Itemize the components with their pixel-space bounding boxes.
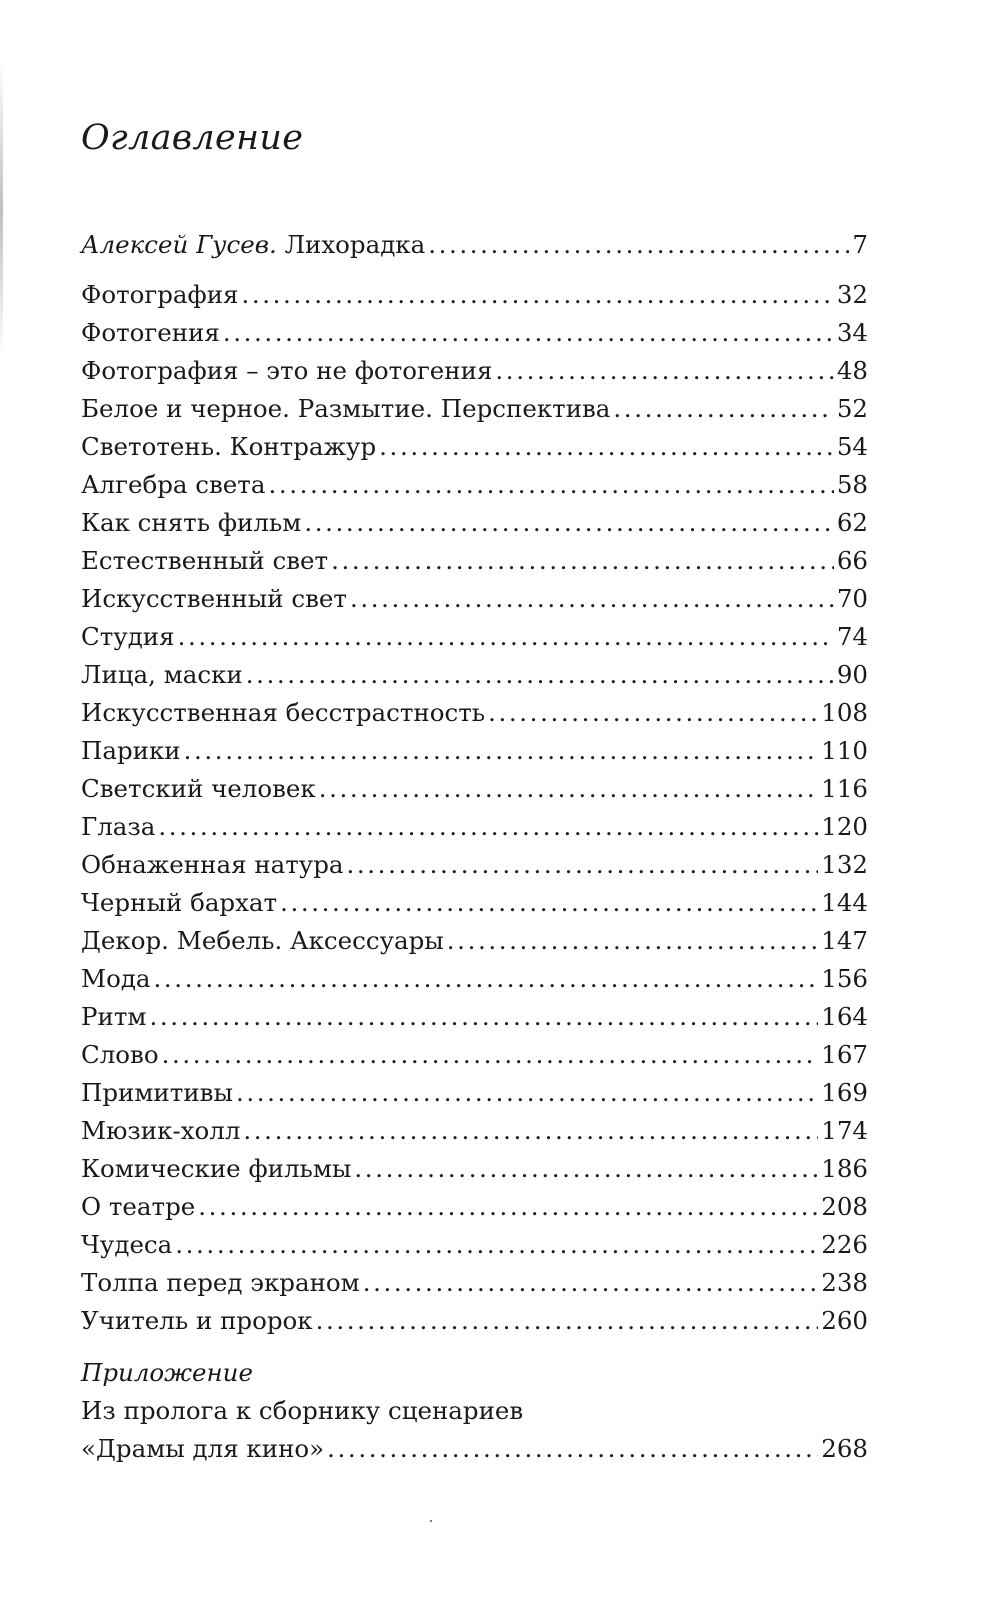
toc-entry-title: Искусственный свет: [81, 584, 347, 613]
toc-entry[interactable]: [81, 428, 868, 466]
toc-entries-list: [81, 276, 868, 1340]
toc-entry[interactable]: [81, 1112, 868, 1150]
toc-entry-page: 116: [821, 774, 868, 803]
toc-entry-page: 147: [821, 926, 868, 955]
dot-leader: [268, 466, 833, 504]
toc-entry[interactable]: [81, 884, 868, 922]
toc-entry-page: 110: [821, 736, 868, 765]
dot-leader: [236, 1074, 818, 1112]
dot-leader: [149, 998, 818, 1036]
toc-entry[interactable]: [81, 466, 868, 504]
toc-entry-title: Светотень. Контражур: [81, 432, 377, 461]
dot-leader: [347, 846, 819, 884]
toc-entry-title: Фотография – это не фотогения: [81, 356, 493, 385]
toc-entry-title: Ритм: [81, 1002, 147, 1031]
toc-entry-intro[interactable]: [81, 226, 868, 264]
toc-entry-title: Искусственная бесстрастность: [81, 698, 486, 727]
toc-entry-page: 268: [821, 1434, 868, 1463]
appendix-label: Приложение: [81, 1358, 253, 1387]
toc-entry-title: Светский человек: [81, 774, 316, 803]
toc-entry[interactable]: [81, 694, 868, 732]
dot-leader: [319, 770, 819, 808]
toc-entry-page: 144: [821, 888, 868, 917]
dot-leader: [428, 226, 849, 264]
toc-entry-author: Алексей Гусев.: [81, 230, 277, 259]
toc-entry-appendix-line1[interactable]: Из пролога к сборнику сценариев: [81, 1396, 524, 1425]
toc-entry[interactable]: [81, 618, 868, 656]
toc-entry-title: Слово: [81, 1040, 159, 1069]
toc-entry-page: 174: [821, 1116, 868, 1145]
toc-entry[interactable]: [81, 1302, 868, 1340]
toc-entry-title: Алгебра света: [81, 470, 266, 499]
toc-entry-page: 48: [836, 356, 868, 385]
print-speck: [430, 1520, 432, 1522]
page-title: Оглавление: [81, 118, 304, 158]
table-of-contents: [81, 226, 868, 1468]
toc-entry-page: 52: [836, 394, 868, 423]
dot-leader: [178, 618, 834, 656]
toc-entry-title: Естественный свет: [81, 546, 329, 575]
toc-entry-page: 34: [836, 318, 868, 347]
dot-leader: [379, 428, 834, 466]
toc-entry-page: 260: [821, 1306, 868, 1335]
dot-leader: [304, 504, 833, 542]
toc-entry[interactable]: [81, 1226, 868, 1264]
dot-leader: [223, 314, 834, 352]
toc-entry[interactable]: [81, 846, 868, 884]
toc-entry-page: 120: [821, 812, 868, 841]
toc-entry[interactable]: [81, 1264, 868, 1302]
dot-leader: [246, 656, 834, 694]
toc-entry[interactable]: [81, 352, 868, 390]
toc-entry-page: 7: [852, 230, 868, 259]
dot-leader: [350, 580, 834, 618]
toc-entry-title: Обнаженная натура: [81, 850, 344, 879]
toc-entry-page: 186: [821, 1154, 868, 1183]
toc-entry-title: Глаза: [81, 812, 156, 841]
toc-entry-page: 164: [821, 1002, 868, 1031]
dot-leader: [241, 276, 833, 314]
dot-leader: [488, 694, 818, 732]
toc-entry-title: Как снять фильм: [81, 508, 302, 537]
toc-entry-page: 54: [836, 432, 868, 461]
toc-entry[interactable]: [81, 390, 868, 428]
toc-entry[interactable]: [81, 808, 868, 846]
toc-entry-title: Комические фильмы: [81, 1154, 352, 1183]
dot-leader: [158, 808, 818, 846]
toc-entry-title: Фотогения: [81, 318, 220, 347]
toc-entry[interactable]: [81, 314, 868, 352]
toc-entry-title: Лихорадка: [284, 230, 426, 259]
toc-entry-title: Парики: [81, 736, 181, 765]
toc-entry-text: [81, 226, 425, 264]
toc-entry-page: 156: [821, 964, 868, 993]
toc-entry[interactable]: [81, 580, 868, 618]
toc-entry-title: О театре: [81, 1192, 196, 1221]
toc-entry[interactable]: [81, 1036, 868, 1074]
toc-entry-title: «Драмы для кино»: [81, 1434, 325, 1463]
toc-entry-page: 66: [836, 546, 868, 575]
dot-leader: [495, 352, 833, 390]
dot-leader: [354, 1150, 818, 1188]
toc-entry-title: Студия: [81, 622, 175, 651]
dot-leader: [243, 1112, 818, 1150]
toc-entry-title: Толпа перед экраном: [81, 1268, 360, 1297]
toc-entry-title: Лица, маски: [81, 660, 243, 689]
toc-entry-appendix[interactable]: [81, 1430, 868, 1468]
toc-entry[interactable]: [81, 998, 868, 1036]
toc-entry-title: Учитель и пророк: [81, 1306, 313, 1335]
toc-entry-page: 70: [836, 584, 868, 613]
page-edge-shadow: [0, 60, 3, 360]
toc-entry[interactable]: [81, 542, 868, 580]
dot-leader: [363, 1264, 819, 1302]
dot-leader: [280, 884, 818, 922]
toc-entry[interactable]: [81, 276, 868, 314]
toc-entry-title: Декор. Мебель. Аксессуары: [81, 926, 444, 955]
toc-entry[interactable]: [81, 1150, 868, 1188]
toc-entry[interactable]: [81, 732, 868, 770]
dot-leader: [447, 922, 818, 960]
toc-entry-page: 167: [821, 1040, 868, 1069]
dot-leader: [184, 732, 819, 770]
toc-entry[interactable]: [81, 656, 868, 694]
toc-entry-page: 226: [821, 1230, 868, 1259]
toc-entry[interactable]: [81, 960, 868, 998]
toc-entry-title: Черный бархат: [81, 888, 278, 917]
toc-entry-page: 58: [836, 470, 868, 499]
dot-leader: [154, 960, 819, 998]
toc-entry-title: Фотография: [81, 280, 239, 309]
toc-entry-title: Белое и черное. Размытие. Перспектива: [81, 394, 611, 423]
dot-leader: [331, 542, 834, 580]
toc-entry-title: Мода: [81, 964, 151, 993]
dot-leader: [316, 1302, 819, 1340]
toc-entry-page: 238: [821, 1268, 868, 1297]
toc-entry-page: 132: [821, 850, 868, 879]
toc-entry[interactable]: [81, 922, 868, 960]
toc-entry-title: Мюзик-холл: [81, 1116, 241, 1145]
toc-entry-page: 90: [836, 660, 868, 689]
toc-entry[interactable]: [81, 770, 868, 808]
toc-entry-page: 74: [836, 622, 868, 651]
toc-entry[interactable]: [81, 1188, 868, 1226]
dot-leader: [162, 1036, 819, 1074]
dot-leader: [327, 1430, 818, 1468]
dot-leader: [175, 1226, 818, 1264]
toc-entry-title: Чудеса: [81, 1230, 173, 1259]
toc-entry-title: Примитивы: [81, 1078, 233, 1107]
toc-entry-page: 208: [821, 1192, 868, 1221]
toc-entry[interactable]: [81, 1074, 868, 1112]
toc-entry-page: 108: [821, 698, 868, 727]
dot-leader: [198, 1188, 818, 1226]
dot-leader: [613, 390, 833, 428]
toc-entry-page: 169: [821, 1078, 868, 1107]
toc-entry-page: 62: [836, 508, 868, 537]
toc-entry[interactable]: [81, 504, 868, 542]
toc-entry-page: 32: [836, 280, 868, 309]
